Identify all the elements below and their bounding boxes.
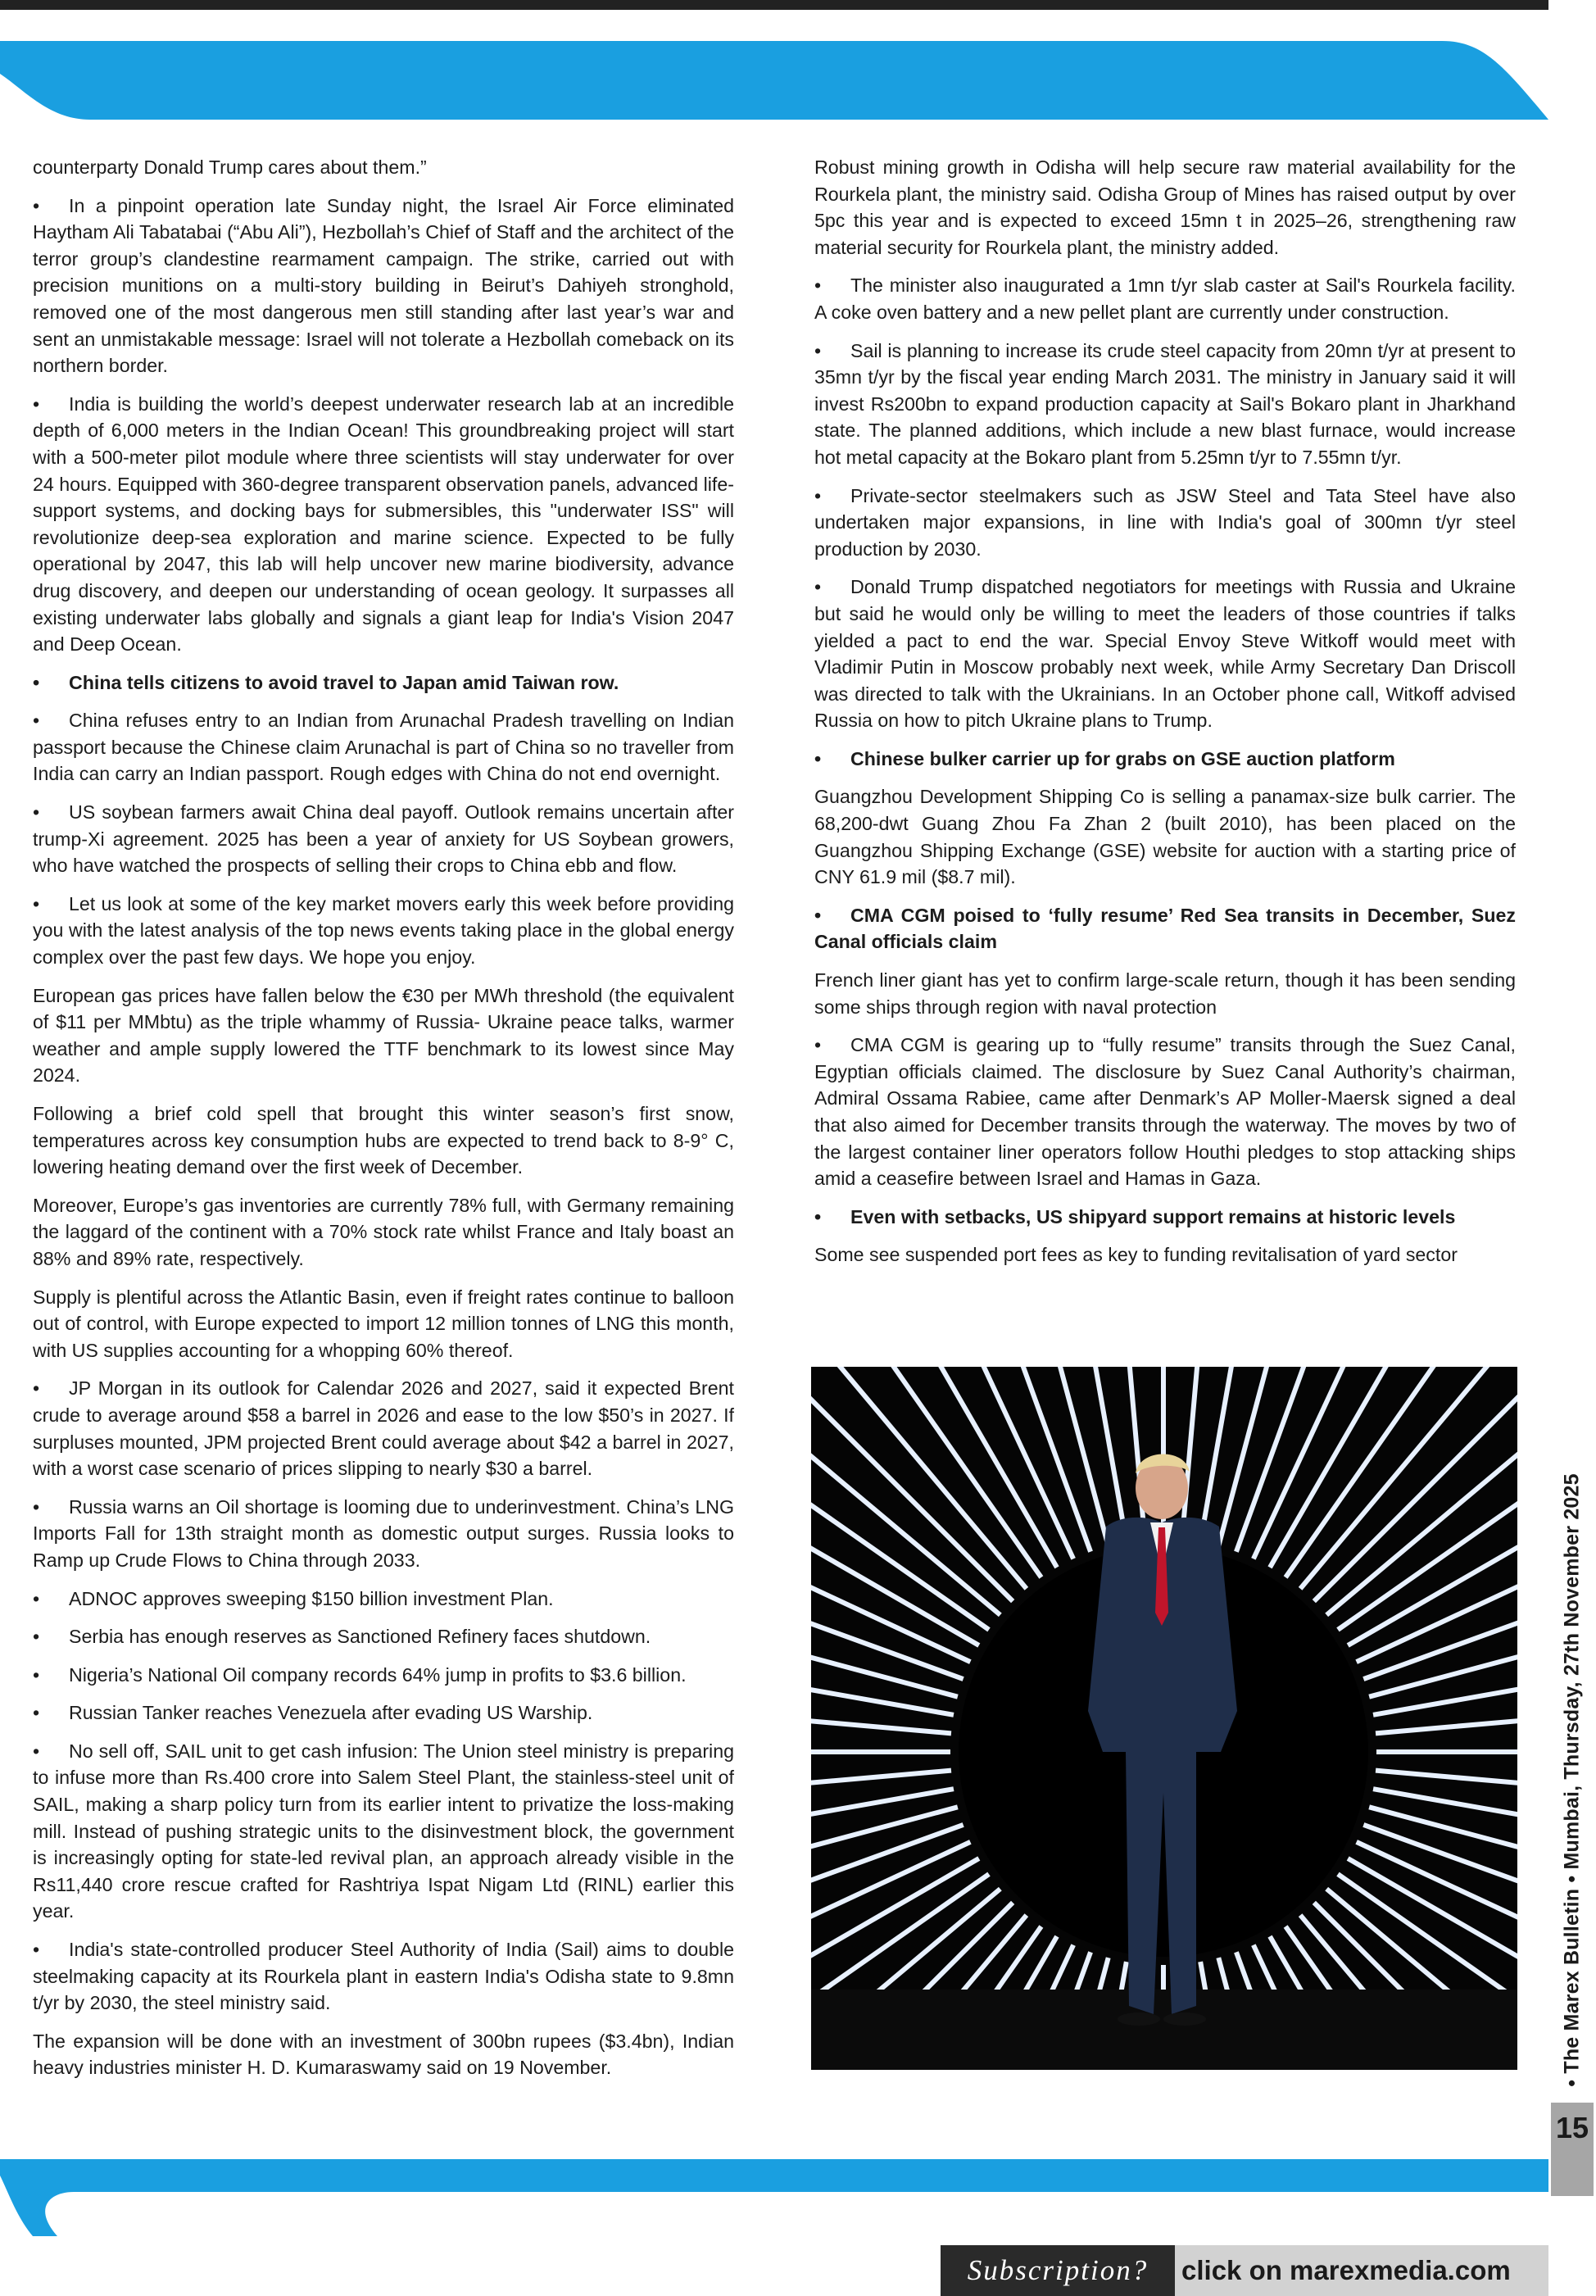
footer-wave-banner [0,2159,1548,2236]
bullet-paragraph [33,707,734,787]
bullet-marker: • [814,576,822,598]
paragraph-text: Even with setbacks, US shipyard support remains at historic levels [850,1205,1456,1227]
bullet-marker: • [33,194,40,216]
left-article-column [33,154,734,2093]
bullet-marker: • [33,1377,40,1400]
paragraph-text: India's state-controlled producer Steel Authority of India (Sail) aims to double steelmaking capacity at its Rourkela plant in eastern India's Odisha state to 9.8mn t/yr by 2030, the steel ministry said. [33,1939,734,2014]
bullet-marker: • [33,392,40,415]
bullet-marker: • [814,747,822,769]
paragraph-text: JP Morgan in its outlook for Calendar 2026 and 2027, said it expected Brent crude to average around $58 a barrel in 2026 and ease to the low $50’s in 2027. If surpluses mounted, JPM projected Brent could average about $42 a barrel in 2027, with a worst case scenario of prices slipping to nearly $30 a barrel. [33,1377,734,1480]
bullet-paragraph [814,1032,1516,1192]
headline-item [814,1204,1516,1231]
paragraph [814,1241,1516,1268]
bullet-marker: • [814,275,822,297]
feature-photo-radial-light-tunnel [811,1367,1517,2070]
paragraph-text: Private-sector steelmakers such as JSW Steel and Tata Steel have also undertaken major expansions, in line with India's goal of 300mn t/yr steel production by 2030. [814,484,1516,560]
paragraph [814,967,1516,1020]
paragraph [33,982,734,1089]
paragraph-text: China tells citizens to avoid travel to Japan amid Taiwan row. [69,671,619,693]
top-rule [0,0,1548,10]
bullet-paragraph [814,574,1516,734]
bullet-marker: • [33,1702,40,1724]
page-number: 15 [1555,2111,1589,2144]
bullet-paragraph [33,891,734,971]
bullet-paragraph [33,1699,734,1727]
headline-item [814,902,1516,955]
feature-photo-illustration [811,1367,1517,2070]
bullet-marker: • [814,484,822,506]
paragraph-text: In a pinpoint operation late Sunday night, the Israel Air Force eliminated Haytham Ali Tabatabai (“Abu Ali”), Hezbollah’s Chief of Staff and the architect of the terror group’s clandestine rearmament campaign. The strike, carried out with precision munitions on a multi-story building in Beirut’s Dahiyeh stronghold, removed one of the most dangerous men still standing after last year’s war and sent an unmistakable message: Israel will not tolerate a Hezbollah comeback on its northern border. [33,194,734,377]
subscription-link[interactable]: click on marexmedia.com [1175,2245,1548,2296]
bullet-paragraph [814,272,1516,325]
paragraph-text: Nigeria’s National Oil company records 64% jump in profits to $3.6 billion. [69,1663,687,1686]
bullet-marker: • [814,339,822,361]
paragraph-text: No sell off, SAIL unit to get cash infusion: The Union steel ministry is preparing to infuse more than Rs.400 crore into Salem Steel Plant, the stainless-steel unit of SAIL, making a sharp policy turn from its earlier intent to privatize the loss-making mill. Instead of pushing strategic units to the disinvestment block, the government is increasingly opting for state-led revival plan, an approach already visible in the Rs11,440 crore rescue crafted for Rashtriya Ispat Nigam Ltd (RINL) earlier this year. [33,1740,734,1922]
paragraph-text: Some see suspended port fees as key to funding revitalisation of yard sector [814,1244,1458,1266]
paragraph-text: Donald Trump dispatched negotiators for meetings with Russia and Ukraine but said he would only be willing to meet the leaders of those countries if talks yielded a pact to end the war. Special Envoy Steve Witkoff would meet with Vladimir Putin in Moscow probably next week, while Army Secretary Dan Driscoll was directed to talk with the Ukrainians. In an October phone call, Witkoff advised Russia on how to pitch Ukraine plans to Trump. [814,576,1516,732]
paragraph-text: Sail is planning to increase its crude steel capacity from 20mn t/yr at present to 35mn t/yr by the fiscal year ending March 2031. The ministry in January said it will invest Rs200bn to expand production capacity at Sail's Bokaro plant in Jharkhand state. The planned additions, which include a new blast furnace, would increase hot metal capacity at the Bokaro plant from 5.25mn t/yr to 7.55mn t/yr. [814,339,1516,468]
paragraph [33,1100,734,1181]
bullet-paragraph [33,391,734,658]
paragraph-text: India is building the world’s deepest underwater research lab at an incredible depth of 6,000 meters in the Indian Ocean! This groundbreaking project will start with a 500-meter pilot module where three scientists will stay underwater for over 24 hours. Equipped with 360-degree transparent observation panels, advanced life-support systems, and docking bays for submersibles, this "underwater ISS" will revolutionize deep-sea exploration and marine science. Expected to be fully operational by 2047, this lab will help uncover new marine biodiversity, advance drug discovery, and deepen our understanding of ocean geology. It surpasses all existing underwater labs globally and signals a giant leap for India's Vision 2047 and Deep Ocean. [33,392,734,656]
paragraph-text: CMA CGM poised to ‘fully resume’ Red Sea transits in December, Suez Canal officials claim [814,904,1516,953]
paragraph-text: French liner giant has yet to confirm large-scale return, though it has been sending some ships through region with naval protection [814,969,1516,1018]
bullet-marker: • [33,1626,40,1648]
bullet-marker: • [33,1740,40,1762]
paragraph-text: Let us look at some of the key market movers early this week before providing you with the latest analysis of the top news events taking place in the global energy complex over the past few days. We hope you enjoy. [33,892,734,969]
bullet-paragraph [33,799,734,879]
bullet-marker: • [33,1939,40,1961]
paragraph-text: counterparty Donald Trump cares about them.” [33,157,427,178]
bullet-marker: • [33,671,40,693]
paragraph-text: ADNOC approves sweeping $150 billion investment Plan. [69,1587,554,1609]
paragraph-text: China refuses entry to an Indian from Arunachal Pradesh travelling on Indian passport because the Chinese claim Arunachal is part of China so no traveller from India can carry an Indian passport. Rough edges with China do not end overnight. [33,710,734,785]
paragraph [814,154,1516,261]
subscription-banner[interactable] [941,2245,1548,2296]
paragraph-text: European gas prices have fallen below the €30 per MWh threshold (the equivalent of $11 per MMbtu) as the triple whammy of Russia- Ukraine peace talks, warmer weather and ample supply lowered the TTF benchmark to its lowest since May 2024. [33,984,734,1087]
bullet-marker: • [33,892,40,914]
paragraph-text: Chinese bulker carrier up for grabs on GSE auction platform [850,747,1395,769]
paragraph-text: Russia warns an Oil shortage is looming due to underinvestment. China’s LNG Imports Fall for 13th straight month as domestic output surges. Russia looks to Ramp up Crude Flows to China through 2033. [33,1495,734,1571]
header-wave-banner [0,41,1548,120]
bullet-marker: • [33,1495,40,1518]
bullet-marker: • [814,1034,822,1056]
sidebar-issue-line [1548,1472,1596,2087]
paragraph [33,2028,734,2081]
bullet-marker: • [33,801,40,824]
bullet-paragraph [33,1623,734,1650]
bullet-paragraph [814,483,1516,563]
paragraph-text: The minister also inaugurated a 1mn t/yr slab caster at Sail's Rourkela facility. A coke oven battery and a new pellet plant are currently under construction. [814,275,1516,323]
paragraph [33,1192,734,1273]
headline-item [33,669,734,697]
paragraph [33,1284,734,1364]
paragraph [814,783,1516,890]
page-number-tab [1551,2103,1594,2196]
subscription-label: Subscription? [941,2245,1175,2296]
bullet-paragraph [814,338,1516,471]
paragraph-text: The expansion will be done with an investment of 300bn rupees ($3.4bn), Indian heavy industries minister H. D. Kumaraswamy said on 19 November. [33,2030,734,2079]
bullet-paragraph [33,1586,734,1613]
paragraph-text: Following a brief cold spell that brought this winter season’s first snow, temperatures across key consumption hubs are expected to trend back to 8-9° C, lowering heating demand over the first week of December. [33,1103,734,1178]
bullet-marker: • [33,1663,40,1686]
bullet-marker: • [33,710,40,732]
paragraph-text: CMA CGM is gearing up to “fully resume” transits through the Suez Canal, Egyptian officials claimed. The disclosure by Suez Canal Authority’s chairman, Admiral Ossama Rabiee, came after Denmark’s AP Moller-Maersk signed a deal that also aimed for December transits through the waterway. The moves by two of the largest container liner operators follow Houthi pledges to stop attacking ships amid a ceasefire between Israel and Hamas in Gaza. [814,1034,1516,1190]
headline-item [814,746,1516,773]
bullet-paragraph [33,1662,734,1689]
paragraph [33,154,734,181]
right-article-column [814,154,1516,1280]
paragraph-text: Supply is plentiful across the Atlantic Basin, even if freight rates continue to balloon out of control, with Europe expected to import 12 million tonnes of LNG this month, with US supplies accounting for a whopping 60% thereof. [33,1286,734,1361]
paragraph-text: US soybean farmers await China deal payoff. Outlook remains uncertain after trump-Xi agreement. 2025 has been a year of anxiety for US Soybean growers, who have watched the prospects of selling their crops to China ebb and flow. [33,801,734,877]
paragraph-text: Robust mining growth in Odisha will help secure raw material availability for the Rourkela plant, the ministry said. Odisha Group of Mines has raised output by over 5pc this year and is expected to exceed 15mn t in 2025–26, strengthening raw material security for Rourkela plant, the ministry added. [814,157,1516,258]
bullet-marker: • [814,1205,822,1227]
paragraph-text: Guangzhou Development Shipping Co is selling a panamax-size bulk carrier. The 68,200-dwt Guang Zhou Fa Zhan 2 (built 2010), has been placed on the Guangzhou Shipping Exchange (GSE) website for auction with a starting price of CNY 61.9 mil ($8.7 mil). [814,786,1516,888]
bullet-marker: • [33,1587,40,1609]
bullet-paragraph [33,1375,734,1482]
bullet-paragraph [33,1738,734,1925]
bullet-marker: • [814,904,822,926]
paragraph-text: Serbia has enough reserves as Sanctioned Refinery faces shutdown. [69,1626,651,1648]
paragraph-text: Russian Tanker reaches Venezuela after evading US Warship. [69,1702,593,1724]
bullet-paragraph [33,1936,734,2017]
bullet-paragraph [33,1494,734,1574]
bullet-paragraph [33,193,734,379]
paragraph-text: Moreover, Europe’s gas inventories are currently 78% full, with Germany remaining the laggard of the continent with a 70% stock rate whilst France and Italy boast an 88% and 89% rate, respectively. [33,1194,734,1269]
sidebar-issue-text: • The Marex Bulletin • Mumbai, Thursday, 27th November 2025 [1560,1472,1584,2087]
